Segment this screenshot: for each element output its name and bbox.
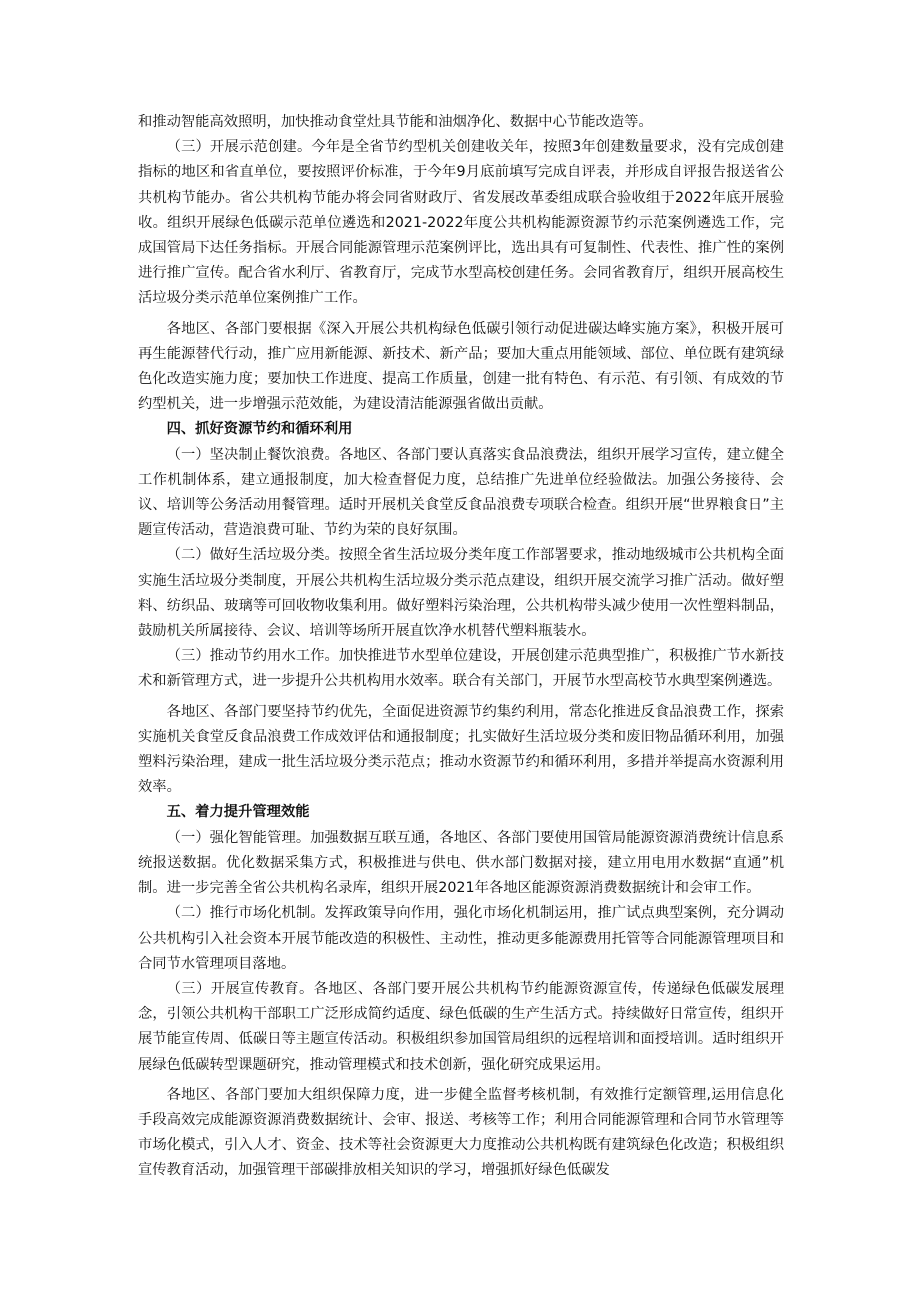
paragraph-market-mechanism: （二）推行市场化机制。发挥政策导向作用，强化市场化机制运用，推广试点典型案例，充分调动公共机构引入社会资本开展节能改造的积极性、主动性，推动更多能源费用托管等合同能源管理项目和合同节水管理项目落地。: [138, 905, 784, 972]
paragraph-intro-continuation: 和推动智能高效照明，加快推动食堂灶具节能和油烟净化、数据中心节能改造等。: [138, 114, 653, 130]
section-heading-4: 四、抓好资源节约和循环利用: [166, 421, 353, 438]
paragraph-smart-management: （一）强化智能管理。加强数据互联互通，各地区、各部门要使用国管局能源资源消费统计信息系统报送数据。优化数据采集方式，积极推进与供电、供水部门数据对接，建立用电用水数据“直通”机制。进一步完善全省公共机构名录库，组织开展2021年各地区能源资源消费数据统计和会审工作。: [138, 829, 784, 897]
paragraph-stop-food-waste: （一）坚决制止餐饮浪费。各地区、各部门要认真落实食品浪费法，组织开展学习宣传，建立健全工作机制体系，建立通报制度，加大检查督促力度，总结推广先进单位经验做法。加强公务接待、会议、培训等公务活动用餐管理。适时开展机关食堂反食品浪费专项联合检查。组织开展“世界粮食日”主题宣传活动，营造浪费可耻、节约为荣的良好氛围。: [138, 446, 784, 539]
document-body: [138, 110, 784, 1184]
paragraph-publicity-education: （三）开展宣传教育。各地区、各部门要开展公共机构节约能源资源宣传，传递绿色低碳发展理念，引领公共机构干部职工广泛形成简约适度、绿色低碳的生产生活方式。持续做好日常宣传，组织开展节能宣传周、低碳日等主题宣传活动。积极组织参加国管局组织的远程培训和面授培训。适时组织开展绿色低碳转型课题研究，推动管理模式和技术创新，强化研究成果运用。: [138, 980, 784, 1073]
paragraph-section-3-summary: 各地区、各部门要根据《深入开展公共机构绿色低碳引领行动促进碳达峰实施方案》，积极开展可再生能源替代行动，推广应用新能源、新技术、新产品；要加大重点用能领域、部位、单位既有建筑绿色化改造实施力度；要加快工作进度、提高工作质量，创建一批有特色、有示范、有引领、有成效的节约型机关，进一步增强示范效能，为建设清洁能源强省做出贡献。: [138, 320, 784, 413]
paragraph-demonstration-creation: （三）开展示范创建。今年是全省节约型机关创建收关年，按照3年创建数量要求，没有完成创建指标的地区和省直单位，要按照评价标准，于今年9月底前填写完成自评表，并形成自评报告报送省公共机构节能办。省公共机构节能办将会同省财政厅、省发展改革委组成联合验收组于2022年底开展验收。组织开展绿色低碳示范单位遴选和2021-2022年度公共机构能源资源节约示范案例遴选工作，完成国管局下达任务指标。开展合同能源管理示范案例评比，选出具有可复制性、代表性、推广性的案例进行推广宣传。配合省水利厅、省教育厅，完成节水型高校创建任务。会同省教育厅，组织开展高校生活垃圾分类示范单位案例推广工作。: [138, 139, 784, 307]
paragraph-garbage-sorting: （二）做好生活垃圾分类。按照全省生活垃圾分类年度工作部署要求，推动地级城市公共机构全面实施生活垃圾分类制度，开展公共机构生活垃圾分类示范点建设，组织开展交流学习推广活动。做好塑料、纺织品、玻璃等可回收物收集利用。做好塑料污染治理，公共机构带头减少使用一次性塑料制品，鼓励机关所属接待、会议、培训等场所开展直饮净水机替代塑料瓶装水。: [138, 547, 784, 640]
section-heading-5: 五、着力提升管理效能: [166, 804, 310, 821]
paragraph-section-4-summary: 各地区、各部门要坚持节约优先，全面促进资源节约集约利用，常态化推进反食品浪费工作，探索实施机关食堂反食品浪费工作成效评估和通报制度；扎实做好生活垃圾分类和废旧物品循环利用，加强塑料污染治理，建成一批生活垃圾分类示范点；推动水资源节约和循环利用，多措并举提高水资源利用效率。: [138, 703, 784, 796]
paragraph-section-5-summary: 各地区、各部门要加大组织保障力度，进一步健全监督考核机制，有效推行定额管理,运用信息化手段高效完成能源资源消费数据统计、会审、报送、考核等工作；利用合同能源管理和合同节水管理等市场化模式，引入人才、资金、技术等社会资源更大力度推动公共机构既有建筑绿色化改造；积极组织宣传教育活动，加强管理干部碳排放相关知识的学习，增强抓好绿色低碳发: [138, 1086, 784, 1179]
paragraph-water-saving: （三）推动节约用水工作。加快推进节水型单位建设，开展创建示范典型推广，积极推广节水新技术和新管理方式，进一步提升公共机构用水效率。联合有关部门，开展节水型高校节水典型案例遴选。: [138, 648, 784, 690]
